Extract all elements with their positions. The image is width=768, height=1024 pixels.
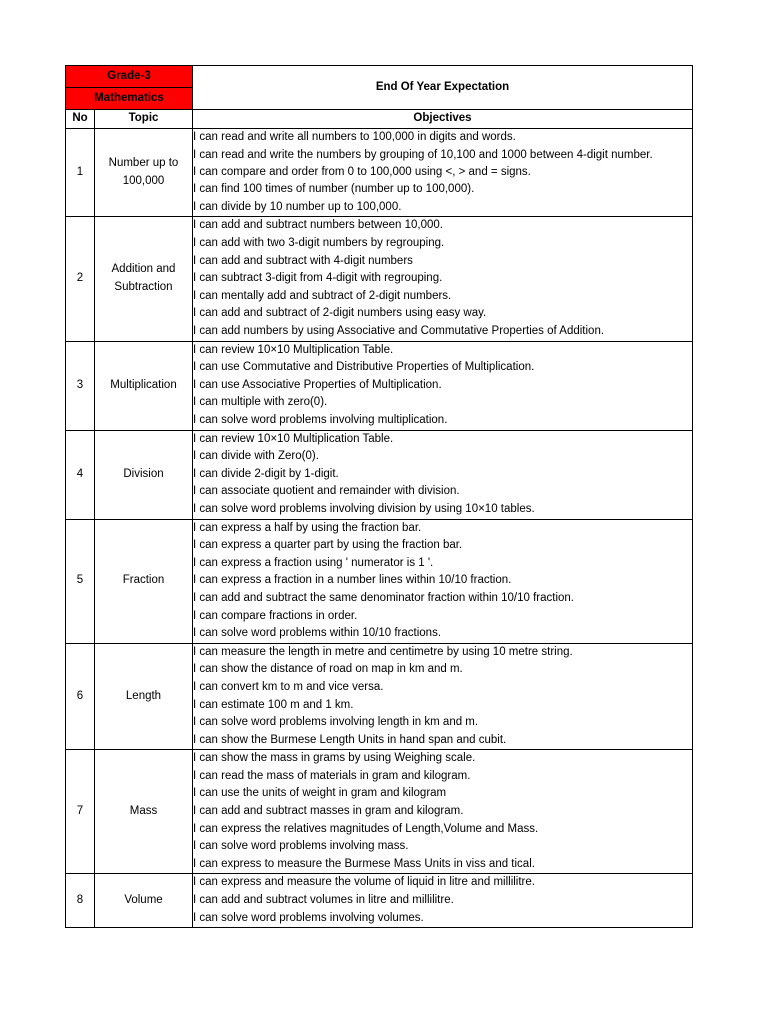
objective-item: I can solve word problems within 10/10 fractions. (193, 627, 442, 640)
objective-item: I can solve word problems involving division by using 10×10 tables. (193, 502, 535, 515)
objective-item: I can solve word problems involving length in km and m. (193, 716, 479, 729)
objective-item: I can show the mass in grams by using Weighing scale. (193, 752, 476, 765)
row-objectives (193, 217, 693, 341)
page-title: End Of Year Expectation (193, 66, 693, 110)
row-topic: Fraction (95, 519, 193, 643)
row-number: 1 (66, 128, 95, 217)
objective-item: I can use Associative Properties of Multiplication. (193, 378, 442, 391)
column-header-no: No (66, 110, 95, 129)
row-number: 7 (66, 750, 95, 874)
objective-item: I can estimate 100 m and 1 km. (193, 698, 354, 711)
grade-label: Grade-3 (66, 66, 193, 88)
objective-item: I can convert km to m and vice versa. (193, 680, 384, 693)
row-topic: Division (95, 430, 193, 519)
objective-item: I can solve word problems involving volumes. (193, 911, 424, 924)
row-topic: Number up to 100,000 (95, 128, 193, 217)
objective-item: I can express the relatives magnitudes of Length,Volume and Mass. (193, 822, 539, 835)
objective-item: I can use the units of weight in gram and kilogram (193, 787, 447, 800)
objective-item: I can compare and order from 0 to 100,000 using <, > and = signs. (193, 165, 531, 178)
objective-item: I can find 100 times of number (number up to 100,000). (193, 183, 475, 196)
objective-item: I can express and measure the volume of liquid in litre and millilitre. (193, 876, 535, 889)
table-row (66, 128, 693, 217)
row-objectives (193, 128, 693, 217)
objective-item: I can add with two 3-digit numbers by regrouping. (193, 237, 445, 250)
row-topic: Multiplication (95, 341, 193, 430)
objective-item: I can use Commutative and Distributive Properties of Multiplication. (193, 361, 535, 374)
row-objectives (193, 341, 693, 430)
objective-item: I can measure the length in metre and centimetre by using 10 metre string. (193, 645, 573, 658)
objective-item: I can associate quotient and remainder with division. (193, 485, 460, 498)
column-header-objectives: Objectives (193, 110, 693, 129)
objective-item: I can add and subtract numbers between 10,000. (193, 219, 443, 232)
row-number: 2 (66, 217, 95, 341)
row-number: 6 (66, 643, 95, 750)
objective-item: I can add and subtract of 2-digit numbers using easy way. (193, 307, 487, 320)
objective-item: I can show the distance of road on map in km and m. (193, 663, 463, 676)
objective-item: I can subtract 3-digit from 4-digit with regrouping. (193, 272, 443, 285)
row-objectives (193, 874, 693, 928)
table-row (66, 217, 693, 341)
objective-item: I can compare fractions in order. (193, 609, 358, 622)
objective-item: I can express a half by using the fraction bar. (193, 521, 422, 534)
table-row (66, 643, 693, 750)
table-row (66, 341, 693, 430)
objective-item: I can read and write the numbers by grouping of 10,100 and 1000 between 4-digit number. (193, 149, 653, 162)
row-number: 5 (66, 519, 95, 643)
objective-item: I can add and subtract volumes in litre and millilitre. (193, 894, 454, 907)
objective-item: I can add and subtract the same denominator fraction within 10/10 fraction. (193, 591, 574, 604)
table-body (66, 66, 693, 928)
objective-item: I can multiple with zero(0). (193, 396, 328, 409)
grade-row (66, 66, 693, 88)
table-row (66, 874, 693, 928)
objective-item: I can review 10×10 Multiplication Table. (193, 343, 394, 356)
row-objectives (193, 750, 693, 874)
expectation-table (65, 65, 693, 928)
objective-item: I can solve word problems involving mass. (193, 840, 409, 853)
row-number: 3 (66, 341, 95, 430)
row-objectives (193, 519, 693, 643)
row-topic: Length (95, 643, 193, 750)
objective-item: I can express a fraction using ' numerator is 1 '. (193, 556, 434, 569)
objective-item: I can show the Burmese Length Units in hand span and cubit. (193, 733, 507, 746)
subject-label: Mathematics (66, 88, 193, 110)
table-row (66, 430, 693, 519)
objective-item: I can review 10×10 Multiplication Table. (193, 432, 394, 445)
objective-item: I can divide 2-digit by 1-digit. (193, 467, 339, 480)
objective-item: I can divide with Zero(0). (193, 450, 319, 463)
row-number: 4 (66, 430, 95, 519)
column-header-topic: Topic (95, 110, 193, 129)
column-header-row (66, 110, 693, 129)
row-objectives (193, 643, 693, 750)
row-topic: Volume (95, 874, 193, 928)
objective-item: I can solve word problems involving multiplication. (193, 414, 448, 426)
objective-item: I can express to measure the Burmese Mass Units in viss and tical. (193, 857, 535, 870)
objective-item: I can read and write all numbers to 100,000 in digits and words. (193, 130, 516, 143)
table-row (66, 519, 693, 643)
row-objectives (193, 430, 693, 519)
row-number: 8 (66, 874, 95, 928)
row-topic: Addition and Subtraction (95, 217, 193, 341)
table-row (66, 750, 693, 874)
objective-item: I can add numbers by using Associative and Commutative Properties of Addition. (193, 325, 605, 338)
objective-item: I can express a quarter part by using the fraction bar. (193, 539, 463, 552)
objective-item: I can express a fraction in a number lines within 10/10 fraction. (193, 574, 512, 587)
objective-item: I can divide by 10 number up to 100,000. (193, 200, 402, 213)
objective-item: I can add and subtract with 4-digit numbers (193, 254, 413, 267)
objective-item: I can mentally add and subtract of 2-digit numbers. (193, 289, 452, 302)
objective-item: I can read the mass of materials in gram and kilogram. (193, 769, 471, 782)
row-topic: Mass (95, 750, 193, 874)
objective-item: I can add and subtract masses in gram and kilogram. (193, 805, 464, 818)
